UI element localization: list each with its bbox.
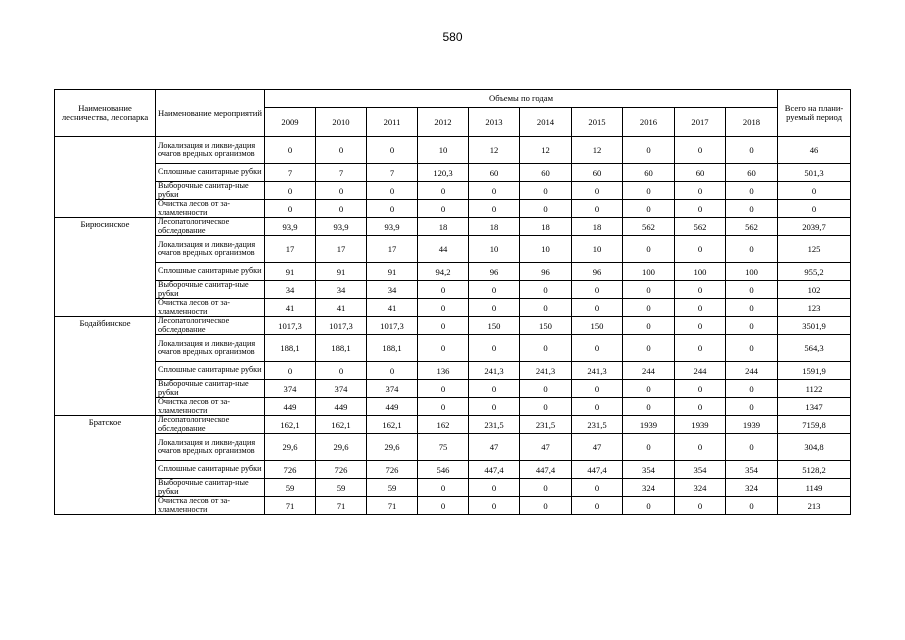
year-value-cell: 0 <box>675 434 726 461</box>
year-value-cell: 47 <box>572 434 623 461</box>
year-value-cell: 244 <box>726 362 778 380</box>
year-value-cell: 162,1 <box>316 416 367 434</box>
header-year: 2016 <box>623 108 675 137</box>
year-value-cell: 94,2 <box>418 263 469 281</box>
year-value-cell: 374 <box>367 380 418 398</box>
total-cell: 0 <box>778 200 851 218</box>
total-cell: 5128,2 <box>778 461 851 479</box>
page-number: 580 <box>442 30 463 44</box>
year-value-cell: 71 <box>316 497 367 515</box>
table-row <box>55 479 851 497</box>
total-cell: 1149 <box>778 479 851 497</box>
year-value-cell: 0 <box>726 497 778 515</box>
year-value-cell: 0 <box>675 497 726 515</box>
total-cell: 2039,7 <box>778 218 851 236</box>
year-value-cell: 0 <box>367 182 418 200</box>
year-value-cell: 0 <box>469 497 520 515</box>
year-value-cell: 71 <box>265 497 316 515</box>
year-value-cell: 0 <box>572 335 623 362</box>
year-value-cell: 0 <box>572 200 623 218</box>
year-value-cell: 0 <box>469 479 520 497</box>
header-year: 2012 <box>418 108 469 137</box>
total-cell: 7159,8 <box>778 416 851 434</box>
year-value-cell: 726 <box>265 461 316 479</box>
header-forestry: Наименование лесничества, лесопарка <box>55 90 156 137</box>
year-value-cell: 0 <box>469 398 520 416</box>
forestry-name: Бирюсинское <box>55 218 156 317</box>
year-value-cell: 120,3 <box>418 164 469 182</box>
year-value-cell: 447,4 <box>572 461 623 479</box>
year-value-cell: 1939 <box>726 416 778 434</box>
total-cell: 1122 <box>778 380 851 398</box>
header-measure: Наименование мероприятий <box>156 90 265 137</box>
year-value-cell: 0 <box>726 299 778 317</box>
table-row <box>55 461 851 479</box>
year-value-cell: 0 <box>520 299 572 317</box>
header-year: 2015 <box>572 108 623 137</box>
year-value-cell: 0 <box>675 137 726 164</box>
forestry-name: Братское <box>55 416 156 515</box>
year-value-cell: 10 <box>418 137 469 164</box>
year-value-cell: 0 <box>675 182 726 200</box>
forestry-name: Бодайбинское <box>55 317 156 416</box>
table-row <box>55 416 851 434</box>
year-value-cell: 354 <box>726 461 778 479</box>
year-value-cell: 354 <box>623 461 675 479</box>
table-body <box>55 137 851 515</box>
year-value-cell: 47 <box>520 434 572 461</box>
table-row <box>55 434 851 461</box>
total-cell: 564,3 <box>778 335 851 362</box>
measure-name: Сплошные санитарные рубки <box>156 263 265 281</box>
table-row <box>55 137 851 164</box>
year-value-cell: 0 <box>623 299 675 317</box>
year-value-cell: 41 <box>265 299 316 317</box>
year-value-cell: 41 <box>367 299 418 317</box>
year-value-cell: 59 <box>316 479 367 497</box>
year-value-cell: 162,1 <box>367 416 418 434</box>
year-value-cell: 0 <box>572 299 623 317</box>
year-value-cell: 100 <box>623 263 675 281</box>
year-value-cell: 18 <box>418 218 469 236</box>
year-value-cell: 0 <box>726 398 778 416</box>
year-value-cell: 18 <box>572 218 623 236</box>
year-value-cell: 0 <box>726 200 778 218</box>
year-value-cell: 0 <box>520 497 572 515</box>
measure-name: Сплошные санитарные рубки <box>156 362 265 380</box>
total-cell: 213 <box>778 497 851 515</box>
year-value-cell: 0 <box>572 398 623 416</box>
year-value-cell: 96 <box>469 263 520 281</box>
year-value-cell: 34 <box>367 281 418 299</box>
year-value-cell: 93,9 <box>316 218 367 236</box>
header-total: Всего на плани-руемый период <box>778 90 851 137</box>
year-value-cell: 44 <box>418 236 469 263</box>
year-value-cell: 34 <box>316 281 367 299</box>
measure-name: Выборочные санитар-ные рубки <box>156 479 265 497</box>
year-value-cell: 546 <box>418 461 469 479</box>
table-row <box>55 218 851 236</box>
table-row <box>55 362 851 380</box>
total-cell: 1591,9 <box>778 362 851 380</box>
year-value-cell: 188,1 <box>367 335 418 362</box>
year-value-cell: 0 <box>265 200 316 218</box>
year-value-cell: 60 <box>572 164 623 182</box>
year-value-cell: 7 <box>265 164 316 182</box>
total-cell: 125 <box>778 236 851 263</box>
year-value-cell: 93,9 <box>367 218 418 236</box>
year-value-cell: 0 <box>623 137 675 164</box>
year-value-cell: 241,3 <box>572 362 623 380</box>
year-value-cell: 0 <box>418 398 469 416</box>
measure-name: Очистка лесов от за-хламленности <box>156 398 265 416</box>
total-cell: 304,8 <box>778 434 851 461</box>
year-value-cell: 231,5 <box>572 416 623 434</box>
year-value-cell: 0 <box>265 362 316 380</box>
year-value-cell: 100 <box>726 263 778 281</box>
total-cell: 955,2 <box>778 263 851 281</box>
measure-name: Сплошные санитарные рубки <box>156 461 265 479</box>
year-value-cell: 324 <box>623 479 675 497</box>
year-value-cell: 17 <box>367 236 418 263</box>
year-value-cell: 0 <box>418 200 469 218</box>
header-volumes: Объемы по годам <box>265 90 778 108</box>
year-value-cell: 18 <box>520 218 572 236</box>
year-value-cell: 0 <box>623 182 675 200</box>
table-row <box>55 200 851 218</box>
year-value-cell: 1017,3 <box>316 317 367 335</box>
year-value-cell: 96 <box>520 263 572 281</box>
year-value-cell: 449 <box>265 398 316 416</box>
year-value-cell: 75 <box>418 434 469 461</box>
year-value-cell: 0 <box>675 281 726 299</box>
table-row <box>55 299 851 317</box>
year-value-cell: 0 <box>418 317 469 335</box>
total-cell: 3501,9 <box>778 317 851 335</box>
year-value-cell: 150 <box>572 317 623 335</box>
year-value-cell: 60 <box>623 164 675 182</box>
measure-name: Очистка лесов от за-хламленности <box>156 299 265 317</box>
year-value-cell: 0 <box>469 335 520 362</box>
header-year: 2014 <box>520 108 572 137</box>
year-value-cell: 244 <box>623 362 675 380</box>
year-value-cell: 562 <box>623 218 675 236</box>
year-value-cell: 0 <box>623 236 675 263</box>
year-value-cell: 0 <box>520 380 572 398</box>
measure-name: Лесопатологическое обследование <box>156 317 265 335</box>
year-value-cell: 0 <box>367 137 418 164</box>
year-value-cell: 0 <box>418 479 469 497</box>
year-value-cell: 244 <box>675 362 726 380</box>
year-value-cell: 0 <box>726 137 778 164</box>
year-value-cell: 29,6 <box>367 434 418 461</box>
year-value-cell: 12 <box>469 137 520 164</box>
year-value-cell: 150 <box>520 317 572 335</box>
year-value-cell: 47 <box>469 434 520 461</box>
year-value-cell: 374 <box>316 380 367 398</box>
measure-name: Выборочные санитар-ные рубки <box>156 182 265 200</box>
year-value-cell: 324 <box>675 479 726 497</box>
year-value-cell: 91 <box>367 263 418 281</box>
year-value-cell: 231,5 <box>520 416 572 434</box>
year-value-cell: 449 <box>367 398 418 416</box>
table-row <box>55 317 851 335</box>
year-value-cell: 71 <box>367 497 418 515</box>
table-row <box>55 182 851 200</box>
measure-name: Очистка лесов от за-хламленности <box>156 200 265 218</box>
year-value-cell: 0 <box>520 335 572 362</box>
year-value-cell: 96 <box>572 263 623 281</box>
year-value-cell: 91 <box>265 263 316 281</box>
year-value-cell: 0 <box>572 380 623 398</box>
year-value-cell: 18 <box>469 218 520 236</box>
year-value-cell: 41 <box>316 299 367 317</box>
year-value-cell: 0 <box>367 362 418 380</box>
year-value-cell: 60 <box>520 164 572 182</box>
year-value-cell: 59 <box>265 479 316 497</box>
year-value-cell: 0 <box>367 200 418 218</box>
year-value-cell: 60 <box>469 164 520 182</box>
year-value-cell: 0 <box>675 380 726 398</box>
year-value-cell: 354 <box>675 461 726 479</box>
year-value-cell: 0 <box>623 497 675 515</box>
table-row <box>55 263 851 281</box>
year-value-cell: 0 <box>520 479 572 497</box>
year-value-cell: 241,3 <box>520 362 572 380</box>
year-value-cell: 0 <box>265 137 316 164</box>
volumes-table <box>54 89 851 515</box>
year-value-cell: 0 <box>675 200 726 218</box>
year-value-cell: 91 <box>316 263 367 281</box>
measure-name: Лесопатологическое обследование <box>156 218 265 236</box>
table-row <box>55 398 851 416</box>
header-year: 2013 <box>469 108 520 137</box>
year-value-cell: 447,4 <box>469 461 520 479</box>
year-value-cell: 150 <box>469 317 520 335</box>
total-cell: 501,3 <box>778 164 851 182</box>
year-value-cell: 1939 <box>623 416 675 434</box>
year-value-cell: 447,4 <box>520 461 572 479</box>
year-value-cell: 0 <box>265 182 316 200</box>
year-value-cell: 7 <box>316 164 367 182</box>
table-row <box>55 497 851 515</box>
year-value-cell: 0 <box>316 200 367 218</box>
year-value-cell: 0 <box>418 299 469 317</box>
year-value-cell: 1017,3 <box>367 317 418 335</box>
year-value-cell: 0 <box>726 335 778 362</box>
year-value-cell: 162,1 <box>265 416 316 434</box>
year-value-cell: 162 <box>418 416 469 434</box>
year-value-cell: 0 <box>623 317 675 335</box>
year-value-cell: 0 <box>520 281 572 299</box>
year-value-cell: 29,6 <box>265 434 316 461</box>
year-value-cell: 0 <box>469 299 520 317</box>
total-cell: 46 <box>778 137 851 164</box>
measure-name: Локализация и ликви-дация очагов вредных организмов <box>156 137 265 164</box>
year-value-cell: 0 <box>572 182 623 200</box>
year-value-cell: 0 <box>726 281 778 299</box>
year-value-cell: 188,1 <box>316 335 367 362</box>
year-value-cell: 562 <box>675 218 726 236</box>
forestry-name <box>55 137 156 218</box>
total-cell: 1347 <box>778 398 851 416</box>
year-value-cell: 1017,3 <box>265 317 316 335</box>
table-row <box>55 281 851 299</box>
year-value-cell: 0 <box>726 182 778 200</box>
year-value-cell: 374 <box>265 380 316 398</box>
year-value-cell: 0 <box>572 497 623 515</box>
year-value-cell: 12 <box>520 137 572 164</box>
measure-name: Сплошные санитарные рубки <box>156 164 265 182</box>
table-row <box>55 164 851 182</box>
header-year: 2018 <box>726 108 778 137</box>
table-row <box>55 236 851 263</box>
year-value-cell: 100 <box>675 263 726 281</box>
year-value-cell: 0 <box>675 317 726 335</box>
measure-name: Лесопатологическое обследование <box>156 416 265 434</box>
year-value-cell: 0 <box>418 380 469 398</box>
year-value-cell: 10 <box>572 236 623 263</box>
year-value-cell: 726 <box>367 461 418 479</box>
year-value-cell: 0 <box>726 236 778 263</box>
year-value-cell: 324 <box>726 479 778 497</box>
year-value-cell: 0 <box>726 380 778 398</box>
year-value-cell: 0 <box>623 200 675 218</box>
year-value-cell: 449 <box>316 398 367 416</box>
year-value-cell: 0 <box>469 281 520 299</box>
total-cell: 102 <box>778 281 851 299</box>
header-year: 2011 <box>367 108 418 137</box>
year-value-cell: 0 <box>469 380 520 398</box>
year-value-cell: 17 <box>316 236 367 263</box>
year-value-cell: 0 <box>675 299 726 317</box>
year-value-cell: 0 <box>316 182 367 200</box>
year-value-cell: 93,9 <box>265 218 316 236</box>
year-value-cell: 0 <box>623 380 675 398</box>
year-value-cell: 0 <box>469 182 520 200</box>
year-value-cell: 0 <box>572 281 623 299</box>
year-value-cell: 0 <box>520 398 572 416</box>
year-value-cell: 188,1 <box>265 335 316 362</box>
year-value-cell: 0 <box>418 281 469 299</box>
year-value-cell: 0 <box>520 182 572 200</box>
year-value-cell: 60 <box>726 164 778 182</box>
year-value-cell: 59 <box>367 479 418 497</box>
year-value-cell: 0 <box>623 434 675 461</box>
year-value-cell: 0 <box>726 317 778 335</box>
year-value-cell: 0 <box>316 137 367 164</box>
year-value-cell: 10 <box>520 236 572 263</box>
total-cell: 0 <box>778 182 851 200</box>
year-value-cell: 17 <box>265 236 316 263</box>
year-value-cell: 0 <box>726 434 778 461</box>
year-value-cell: 241,3 <box>469 362 520 380</box>
measure-name: Очистка лесов от за-хламленности <box>156 497 265 515</box>
year-value-cell: 10 <box>469 236 520 263</box>
year-value-cell: 0 <box>418 335 469 362</box>
year-value-cell: 231,5 <box>469 416 520 434</box>
year-value-cell: 0 <box>623 398 675 416</box>
year-value-cell: 562 <box>726 218 778 236</box>
measure-name: Локализация и ликви-дация очагов вредных организмов <box>156 236 265 263</box>
total-cell: 123 <box>778 299 851 317</box>
year-value-cell: 29,6 <box>316 434 367 461</box>
year-value-cell: 0 <box>520 200 572 218</box>
header-year: 2017 <box>675 108 726 137</box>
year-value-cell: 0 <box>675 335 726 362</box>
header-year: 2009 <box>265 108 316 137</box>
year-value-cell: 1939 <box>675 416 726 434</box>
year-value-cell: 0 <box>675 398 726 416</box>
year-value-cell: 0 <box>675 236 726 263</box>
measure-name: Локализация и ликви-дация очагов вредных организмов <box>156 434 265 461</box>
year-value-cell: 7 <box>367 164 418 182</box>
year-value-cell: 726 <box>316 461 367 479</box>
year-value-cell: 60 <box>675 164 726 182</box>
measure-name: Выборочные санитар-ные рубки <box>156 281 265 299</box>
measure-name: Выборочные санитар-ные рубки <box>156 380 265 398</box>
year-value-cell: 34 <box>265 281 316 299</box>
year-value-cell: 0 <box>623 335 675 362</box>
year-value-cell: 12 <box>572 137 623 164</box>
table-row <box>55 335 851 362</box>
year-value-cell: 0 <box>572 479 623 497</box>
year-value-cell: 0 <box>418 182 469 200</box>
table-row <box>55 380 851 398</box>
header-year: 2010 <box>316 108 367 137</box>
year-value-cell: 0 <box>469 200 520 218</box>
measure-name: Локализация и ликви-дация очагов вредных организмов <box>156 335 265 362</box>
year-value-cell: 136 <box>418 362 469 380</box>
year-value-cell: 0 <box>316 362 367 380</box>
year-value-cell: 0 <box>623 281 675 299</box>
year-value-cell: 0 <box>418 497 469 515</box>
